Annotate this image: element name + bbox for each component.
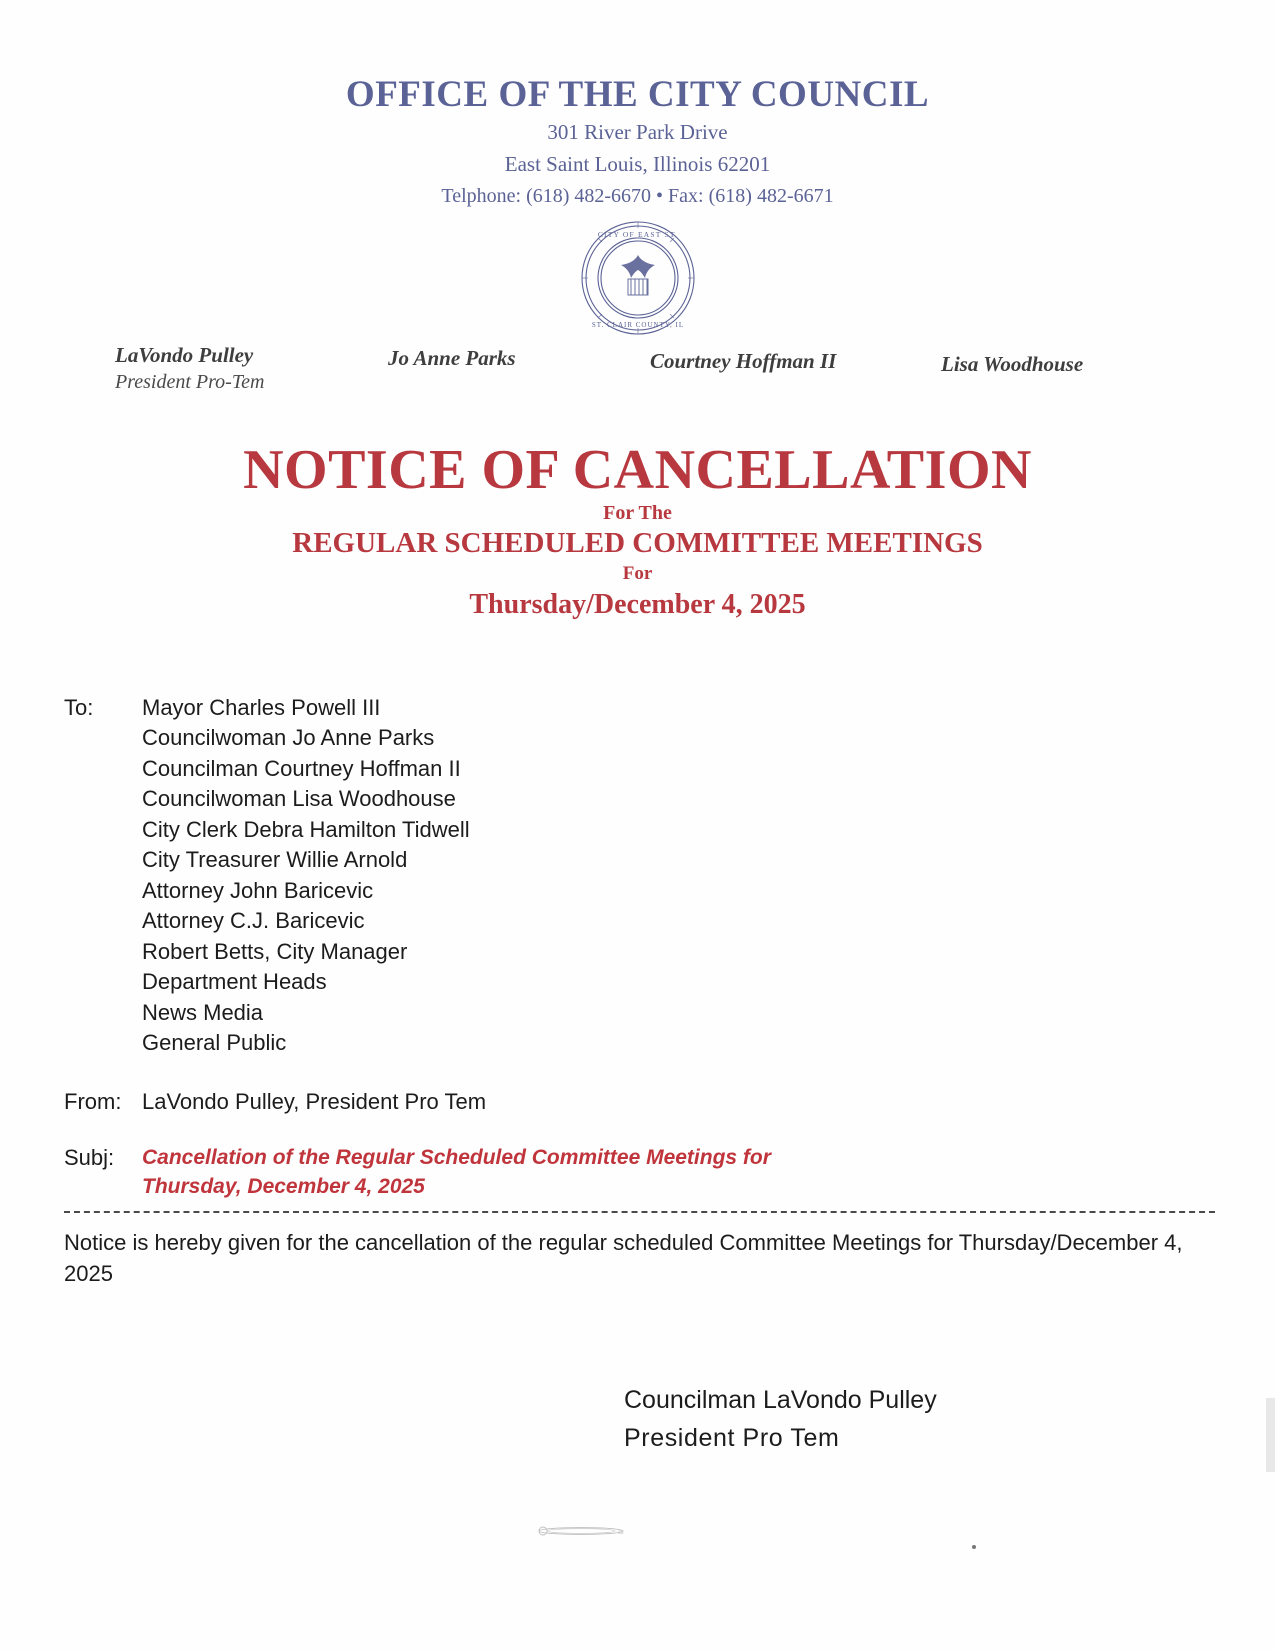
memo-subject-value (142, 1143, 1215, 1201)
phone-fax: Telphone: (618) 482-6670 • Fax: (618) 482-6671 (441, 184, 834, 207)
organization-title: OFFICE OF THE CITY COUNCIL (345, 74, 930, 115)
footer-scan-mark (536, 1524, 626, 1536)
council-member-title: President Pro-Tem (115, 370, 265, 393)
council-member-name: Jo Anne Parks (388, 345, 516, 370)
council-member-name: Courtney Hoffman II (650, 348, 837, 373)
notice-for: For (622, 562, 653, 584)
page-edge-shadow (1266, 1398, 1275, 1472)
memo-from-label: From: (64, 1088, 122, 1114)
council-member (650, 349, 836, 374)
memo-recipient-list (142, 693, 1215, 1059)
signature-block (64, 1381, 1215, 1457)
notice-subject-line: REGULAR SCHEDULED COMMITTEE MEETINGS (292, 526, 983, 559)
svg-text:38: 38 (618, 1530, 624, 1536)
list-item: Councilman Courtney Hoffman II (142, 755, 461, 781)
notice-for-the: For The (603, 501, 672, 524)
notice-headline: NOTICE OF CANCELLATION (243, 438, 1032, 501)
council-member-row (0, 343, 1275, 405)
list-item: City Treasurer Willie Arnold (142, 847, 408, 873)
city-state-zip: East Saint Louis, Illinois 62201 (504, 152, 771, 177)
signature-title: President Pro Tem (624, 1423, 840, 1452)
memo-subject-row (64, 1143, 1215, 1201)
list-item: News Media (142, 999, 264, 1025)
city-seal-wrap (0, 219, 1275, 337)
list-item: Attorney John Baricevic (142, 877, 374, 903)
list-item: Attorney C.J. Baricevic (142, 908, 365, 934)
council-member (388, 346, 516, 371)
street-address: 301 River Park Drive (547, 119, 728, 144)
letterhead (0, 0, 1275, 211)
list-item: General Public (142, 1030, 287, 1056)
council-member-name: LaVondo Pulley (115, 342, 254, 367)
council-member (115, 343, 264, 394)
city-seal-icon (573, 219, 703, 337)
council-member (941, 352, 1083, 377)
memo-from-row (64, 1087, 1215, 1117)
memo-subject-line-1: Cancellation of the Regular Scheduled Committee Meetings for (142, 1145, 771, 1169)
list-item: Department Heads (142, 969, 327, 995)
scan-speck (972, 1545, 976, 1549)
memo-body-text: Notice is hereby given for the cancellation of the regular scheduled Committee Meetings for Thursday/December 4, 2025 (64, 1229, 1183, 1286)
notice-date: Thursday/December 4, 2025 (469, 588, 806, 620)
list-item: Robert Betts, City Manager (142, 938, 408, 964)
memo-from-value: LaVondo Pulley, President Pro Tem (142, 1088, 487, 1114)
horizontal-divider (64, 1211, 1215, 1213)
notice-heading-block (0, 438, 1275, 621)
memo-to-label: To: (64, 694, 94, 720)
list-item: Councilwoman Lisa Woodhouse (142, 786, 456, 812)
list-item: City Clerk Debra Hamilton Tidwell (142, 816, 470, 842)
memo-subject-label: Subj: (64, 1144, 115, 1170)
list-item: Mayor Charles Powell III (142, 694, 381, 720)
memo-body (0, 693, 1275, 1457)
memo-subject-line-2: Thursday, December 4, 2025 (142, 1174, 425, 1198)
signature-name: Councilman LaVondo Pulley (624, 1385, 937, 1414)
council-member-name: Lisa Woodhouse (941, 351, 1084, 376)
svg-text:ST. CLAIR COUNTY, IL: ST. CLAIR COUNTY, IL (591, 320, 684, 329)
svg-text:CITY OF EAST ST.: CITY OF EAST ST. (597, 229, 678, 239)
list-item: Councilwoman Jo Anne Parks (142, 725, 435, 751)
memo-to-row (64, 693, 1215, 1059)
